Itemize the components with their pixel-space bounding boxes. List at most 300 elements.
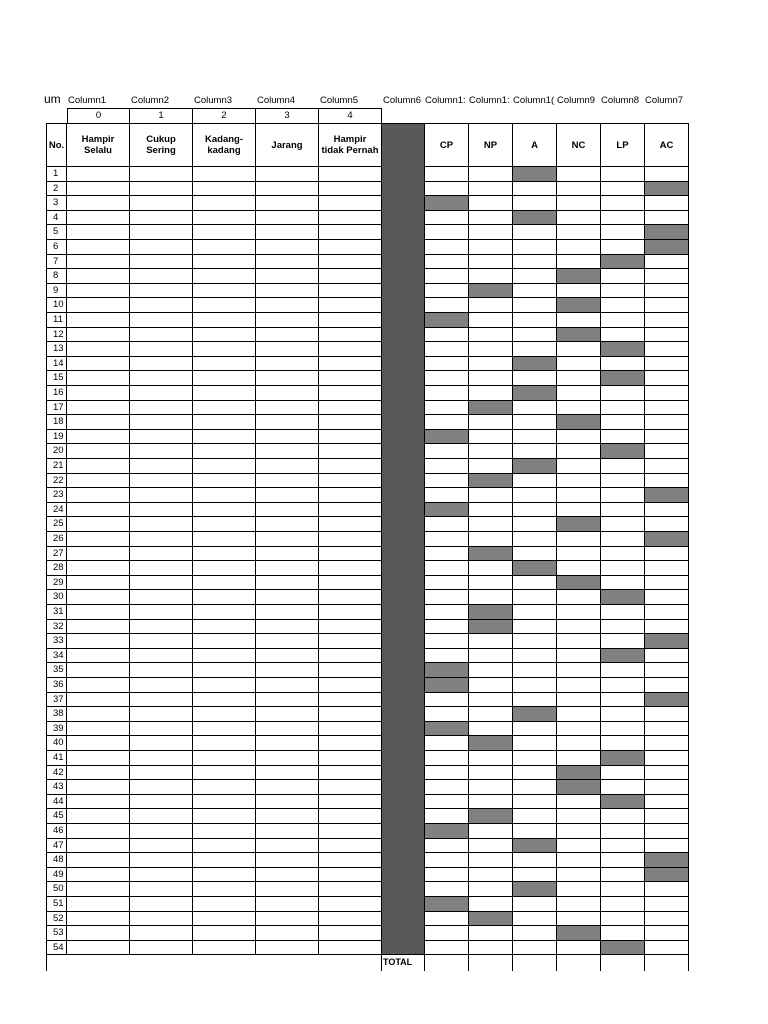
column-header-name[interactable]: Column6 bbox=[383, 95, 422, 106]
answer-cell[interactable] bbox=[256, 868, 319, 883]
category-cell[interactable] bbox=[645, 926, 689, 941]
shaded-category-cell[interactable] bbox=[557, 415, 601, 430]
category-cell[interactable] bbox=[557, 459, 601, 474]
answer-cell[interactable] bbox=[256, 182, 319, 197]
category-cell[interactable] bbox=[513, 693, 557, 708]
category-cell[interactable] bbox=[513, 576, 557, 591]
answer-cell[interactable] bbox=[130, 313, 193, 328]
category-cell[interactable] bbox=[513, 678, 557, 693]
answer-cell[interactable] bbox=[67, 269, 130, 284]
answer-cell[interactable] bbox=[319, 882, 382, 897]
category-cell[interactable] bbox=[601, 357, 645, 372]
answer-cell[interactable] bbox=[130, 532, 193, 547]
answer-cell[interactable] bbox=[256, 795, 319, 810]
answer-cell[interactable] bbox=[193, 532, 256, 547]
category-cell[interactable] bbox=[513, 225, 557, 240]
answer-cell[interactable] bbox=[193, 780, 256, 795]
category-cell[interactable] bbox=[557, 357, 601, 372]
answer-cell[interactable] bbox=[67, 415, 130, 430]
answer-cell[interactable] bbox=[256, 444, 319, 459]
shaded-category-cell[interactable] bbox=[645, 634, 689, 649]
category-cell[interactable] bbox=[513, 503, 557, 518]
answer-cell[interactable] bbox=[67, 795, 130, 810]
category-cell[interactable] bbox=[645, 809, 689, 824]
answer-cell[interactable] bbox=[256, 386, 319, 401]
category-cell[interactable] bbox=[557, 488, 601, 503]
answer-cell[interactable] bbox=[319, 225, 382, 240]
category-cell[interactable] bbox=[557, 371, 601, 386]
answer-cell[interactable] bbox=[193, 342, 256, 357]
answer-cell[interactable] bbox=[193, 868, 256, 883]
shaded-category-cell[interactable] bbox=[469, 401, 513, 416]
answer-cell[interactable] bbox=[256, 912, 319, 927]
answer-cell[interactable] bbox=[130, 517, 193, 532]
category-cell[interactable] bbox=[469, 182, 513, 197]
shaded-category-cell[interactable] bbox=[601, 371, 645, 386]
category-cell[interactable] bbox=[557, 678, 601, 693]
category-cell[interactable] bbox=[601, 824, 645, 839]
answer-cell[interactable] bbox=[193, 240, 256, 255]
category-cell[interactable] bbox=[601, 225, 645, 240]
answer-cell[interactable] bbox=[130, 795, 193, 810]
answer-cell[interactable] bbox=[67, 678, 130, 693]
answer-cell[interactable] bbox=[319, 824, 382, 839]
answer-cell[interactable] bbox=[256, 853, 319, 868]
shaded-category-cell[interactable] bbox=[557, 766, 601, 781]
answer-cell[interactable] bbox=[130, 182, 193, 197]
answer-cell[interactable] bbox=[256, 561, 319, 576]
category-cell[interactable] bbox=[469, 371, 513, 386]
answer-cell[interactable] bbox=[256, 255, 319, 270]
answer-cell[interactable] bbox=[256, 532, 319, 547]
answer-cell[interactable] bbox=[130, 912, 193, 927]
category-cell[interactable] bbox=[425, 547, 469, 562]
category-cell[interactable] bbox=[469, 707, 513, 722]
category-cell[interactable] bbox=[425, 839, 469, 854]
category-cell[interactable] bbox=[557, 634, 601, 649]
answer-cell[interactable] bbox=[319, 240, 382, 255]
category-cell[interactable] bbox=[469, 532, 513, 547]
answer-cell[interactable] bbox=[67, 663, 130, 678]
answer-cell[interactable] bbox=[256, 474, 319, 489]
category-cell[interactable] bbox=[645, 415, 689, 430]
category-cell[interactable] bbox=[513, 736, 557, 751]
answer-cell[interactable] bbox=[319, 620, 382, 635]
answer-cell[interactable] bbox=[193, 590, 256, 605]
category-cell[interactable] bbox=[469, 751, 513, 766]
answer-cell[interactable] bbox=[67, 809, 130, 824]
answer-cell[interactable] bbox=[256, 298, 319, 313]
answer-cell[interactable] bbox=[319, 839, 382, 854]
category-cell[interactable] bbox=[469, 766, 513, 781]
category-cell[interactable] bbox=[557, 342, 601, 357]
answer-cell[interactable] bbox=[193, 634, 256, 649]
column-header-name[interactable]: Column7 bbox=[645, 95, 684, 106]
answer-cell[interactable] bbox=[256, 357, 319, 372]
answer-cell[interactable] bbox=[319, 532, 382, 547]
category-cell[interactable] bbox=[469, 926, 513, 941]
answer-cell[interactable] bbox=[256, 707, 319, 722]
category-cell[interactable] bbox=[513, 547, 557, 562]
answer-cell[interactable] bbox=[193, 415, 256, 430]
category-cell[interactable] bbox=[557, 839, 601, 854]
answer-cell[interactable] bbox=[193, 182, 256, 197]
answer-cell[interactable] bbox=[193, 853, 256, 868]
answer-cell[interactable] bbox=[130, 576, 193, 591]
category-cell[interactable] bbox=[513, 766, 557, 781]
shaded-category-cell[interactable] bbox=[645, 182, 689, 197]
answer-cell[interactable] bbox=[130, 328, 193, 343]
category-cell[interactable] bbox=[513, 809, 557, 824]
answer-cell[interactable] bbox=[67, 284, 130, 299]
answer-cell[interactable] bbox=[130, 751, 193, 766]
category-cell[interactable] bbox=[425, 517, 469, 532]
answer-cell[interactable] bbox=[130, 284, 193, 299]
category-cell[interactable] bbox=[601, 882, 645, 897]
category-cell[interactable] bbox=[469, 693, 513, 708]
category-cell[interactable] bbox=[513, 634, 557, 649]
category-cell[interactable] bbox=[645, 503, 689, 518]
category-cell[interactable] bbox=[513, 182, 557, 197]
category-cell[interactable] bbox=[557, 255, 601, 270]
category-cell[interactable] bbox=[425, 751, 469, 766]
category-cell[interactable] bbox=[513, 780, 557, 795]
category-cell[interactable] bbox=[557, 225, 601, 240]
category-cell[interactable] bbox=[557, 561, 601, 576]
answer-cell[interactable] bbox=[193, 707, 256, 722]
answer-cell[interactable] bbox=[130, 722, 193, 737]
category-cell[interactable] bbox=[601, 693, 645, 708]
answer-cell[interactable] bbox=[319, 401, 382, 416]
category-cell[interactable] bbox=[425, 357, 469, 372]
category-cell[interactable] bbox=[513, 328, 557, 343]
answer-cell[interactable] bbox=[319, 255, 382, 270]
answer-cell[interactable] bbox=[67, 313, 130, 328]
answer-cell[interactable] bbox=[256, 649, 319, 664]
category-cell[interactable] bbox=[601, 547, 645, 562]
answer-cell[interactable] bbox=[319, 853, 382, 868]
category-cell[interactable] bbox=[469, 269, 513, 284]
answer-cell[interactable] bbox=[319, 167, 382, 182]
answer-cell[interactable] bbox=[67, 766, 130, 781]
answer-cell[interactable] bbox=[256, 693, 319, 708]
category-cell[interactable] bbox=[557, 722, 601, 737]
category-cell[interactable] bbox=[645, 284, 689, 299]
category-cell[interactable] bbox=[469, 488, 513, 503]
category-cell[interactable] bbox=[469, 240, 513, 255]
column-header-name[interactable]: Column8 bbox=[601, 95, 640, 106]
answer-cell[interactable] bbox=[67, 824, 130, 839]
shaded-category-cell[interactable] bbox=[601, 795, 645, 810]
category-cell[interactable] bbox=[513, 430, 557, 445]
category-cell[interactable] bbox=[645, 576, 689, 591]
answer-cell[interactable] bbox=[67, 255, 130, 270]
answer-cell[interactable] bbox=[67, 532, 130, 547]
category-cell[interactable] bbox=[513, 605, 557, 620]
answer-cell[interactable] bbox=[130, 255, 193, 270]
answer-cell[interactable] bbox=[130, 430, 193, 445]
category-cell[interactable] bbox=[469, 590, 513, 605]
answer-cell[interactable] bbox=[130, 503, 193, 518]
answer-cell[interactable] bbox=[319, 868, 382, 883]
category-cell[interactable] bbox=[425, 620, 469, 635]
answer-cell[interactable] bbox=[193, 941, 256, 956]
answer-cell[interactable] bbox=[256, 167, 319, 182]
category-cell[interactable] bbox=[425, 853, 469, 868]
answer-cell[interactable] bbox=[67, 941, 130, 956]
category-cell[interactable] bbox=[425, 401, 469, 416]
answer-cell[interactable] bbox=[256, 605, 319, 620]
answer-cell[interactable] bbox=[130, 298, 193, 313]
category-cell[interactable] bbox=[513, 722, 557, 737]
answer-cell[interactable] bbox=[130, 196, 193, 211]
answer-cell[interactable] bbox=[130, 897, 193, 912]
category-cell[interactable] bbox=[469, 255, 513, 270]
category-cell[interactable] bbox=[425, 634, 469, 649]
category-cell[interactable] bbox=[645, 255, 689, 270]
answer-cell[interactable] bbox=[130, 371, 193, 386]
category-cell[interactable] bbox=[557, 693, 601, 708]
answer-cell[interactable] bbox=[193, 167, 256, 182]
category-cell[interactable] bbox=[425, 211, 469, 226]
answer-cell[interactable] bbox=[67, 488, 130, 503]
shaded-category-cell[interactable] bbox=[645, 532, 689, 547]
shaded-category-cell[interactable] bbox=[425, 897, 469, 912]
shaded-category-cell[interactable] bbox=[513, 839, 557, 854]
answer-cell[interactable] bbox=[319, 707, 382, 722]
shaded-category-cell[interactable] bbox=[601, 649, 645, 664]
category-cell[interactable] bbox=[469, 342, 513, 357]
answer-cell[interactable] bbox=[67, 342, 130, 357]
answer-cell[interactable] bbox=[130, 211, 193, 226]
answer-cell[interactable] bbox=[193, 620, 256, 635]
shaded-category-cell[interactable] bbox=[601, 342, 645, 357]
category-cell[interactable] bbox=[469, 313, 513, 328]
category-cell[interactable] bbox=[645, 795, 689, 810]
shaded-category-cell[interactable] bbox=[425, 663, 469, 678]
answer-cell[interactable] bbox=[67, 780, 130, 795]
category-cell[interactable] bbox=[513, 444, 557, 459]
category-cell[interactable] bbox=[601, 868, 645, 883]
category-cell[interactable] bbox=[601, 853, 645, 868]
answer-cell[interactable] bbox=[319, 182, 382, 197]
category-cell[interactable] bbox=[601, 240, 645, 255]
category-cell[interactable] bbox=[425, 386, 469, 401]
answer-cell[interactable] bbox=[130, 926, 193, 941]
category-cell[interactable] bbox=[513, 532, 557, 547]
category-cell[interactable] bbox=[469, 576, 513, 591]
column-header-name[interactable]: Column5 bbox=[320, 95, 359, 106]
category-cell[interactable] bbox=[513, 795, 557, 810]
category-cell[interactable] bbox=[601, 182, 645, 197]
category-cell[interactable] bbox=[469, 503, 513, 518]
answer-cell[interactable] bbox=[256, 488, 319, 503]
answer-cell[interactable] bbox=[193, 766, 256, 781]
answer-cell[interactable] bbox=[319, 269, 382, 284]
category-cell[interactable] bbox=[425, 328, 469, 343]
answer-cell[interactable] bbox=[319, 561, 382, 576]
answer-cell[interactable] bbox=[256, 663, 319, 678]
category-cell[interactable] bbox=[601, 678, 645, 693]
category-cell[interactable] bbox=[469, 853, 513, 868]
answer-cell[interactable] bbox=[193, 809, 256, 824]
category-cell[interactable] bbox=[425, 182, 469, 197]
category-cell[interactable] bbox=[469, 634, 513, 649]
category-cell[interactable] bbox=[425, 459, 469, 474]
category-cell[interactable] bbox=[425, 868, 469, 883]
category-cell[interactable] bbox=[513, 269, 557, 284]
shaded-category-cell[interactable] bbox=[601, 590, 645, 605]
answer-cell[interactable] bbox=[130, 240, 193, 255]
category-cell[interactable] bbox=[469, 328, 513, 343]
answer-cell[interactable] bbox=[67, 912, 130, 927]
category-cell[interactable] bbox=[513, 240, 557, 255]
category-cell[interactable] bbox=[601, 211, 645, 226]
category-cell[interactable] bbox=[425, 809, 469, 824]
shaded-category-cell[interactable] bbox=[469, 547, 513, 562]
answer-cell[interactable] bbox=[319, 298, 382, 313]
answer-cell[interactable] bbox=[67, 517, 130, 532]
answer-cell[interactable] bbox=[130, 649, 193, 664]
shaded-category-cell[interactable] bbox=[645, 868, 689, 883]
answer-cell[interactable] bbox=[256, 620, 319, 635]
category-cell[interactable] bbox=[557, 824, 601, 839]
category-cell[interactable] bbox=[513, 824, 557, 839]
answer-cell[interactable] bbox=[256, 371, 319, 386]
answer-cell[interactable] bbox=[256, 766, 319, 781]
shaded-category-cell[interactable] bbox=[469, 605, 513, 620]
category-cell[interactable] bbox=[601, 503, 645, 518]
answer-cell[interactable] bbox=[67, 561, 130, 576]
category-cell[interactable] bbox=[469, 941, 513, 956]
answer-cell[interactable] bbox=[319, 459, 382, 474]
category-cell[interactable] bbox=[513, 415, 557, 430]
category-cell[interactable] bbox=[469, 167, 513, 182]
category-cell[interactable] bbox=[645, 766, 689, 781]
shaded-category-cell[interactable] bbox=[601, 255, 645, 270]
shaded-category-cell[interactable] bbox=[557, 576, 601, 591]
answer-cell[interactable] bbox=[130, 225, 193, 240]
answer-cell[interactable] bbox=[130, 853, 193, 868]
answer-cell[interactable] bbox=[193, 459, 256, 474]
category-cell[interactable] bbox=[601, 269, 645, 284]
column-header-name[interactable]: Column1( bbox=[513, 95, 555, 106]
shaded-category-cell[interactable] bbox=[425, 430, 469, 445]
answer-cell[interactable] bbox=[130, 809, 193, 824]
category-cell[interactable] bbox=[557, 649, 601, 664]
shaded-category-cell[interactable] bbox=[513, 459, 557, 474]
category-cell[interactable] bbox=[469, 561, 513, 576]
category-cell[interactable] bbox=[601, 328, 645, 343]
answer-cell[interactable] bbox=[67, 547, 130, 562]
answer-cell[interactable] bbox=[193, 269, 256, 284]
shaded-category-cell[interactable] bbox=[557, 269, 601, 284]
category-cell[interactable] bbox=[469, 882, 513, 897]
answer-cell[interactable] bbox=[256, 839, 319, 854]
shaded-category-cell[interactable] bbox=[469, 809, 513, 824]
answer-cell[interactable] bbox=[67, 225, 130, 240]
answer-cell[interactable] bbox=[130, 459, 193, 474]
answer-cell[interactable] bbox=[67, 736, 130, 751]
answer-cell[interactable] bbox=[319, 547, 382, 562]
answer-cell[interactable] bbox=[319, 693, 382, 708]
category-cell[interactable] bbox=[645, 459, 689, 474]
answer-cell[interactable] bbox=[67, 853, 130, 868]
answer-cell[interactable] bbox=[193, 371, 256, 386]
answer-cell[interactable] bbox=[193, 488, 256, 503]
answer-cell[interactable] bbox=[67, 211, 130, 226]
category-cell[interactable] bbox=[557, 751, 601, 766]
answer-cell[interactable] bbox=[193, 357, 256, 372]
answer-cell[interactable] bbox=[193, 328, 256, 343]
shaded-category-cell[interactable] bbox=[469, 474, 513, 489]
category-cell[interactable] bbox=[425, 561, 469, 576]
category-cell[interactable] bbox=[425, 444, 469, 459]
category-cell[interactable] bbox=[425, 795, 469, 810]
category-cell[interactable] bbox=[601, 766, 645, 781]
category-cell[interactable] bbox=[513, 517, 557, 532]
shaded-category-cell[interactable] bbox=[513, 386, 557, 401]
answer-cell[interactable] bbox=[319, 444, 382, 459]
category-cell[interactable] bbox=[425, 255, 469, 270]
answer-cell[interactable] bbox=[67, 240, 130, 255]
answer-cell[interactable] bbox=[67, 298, 130, 313]
answer-cell[interactable] bbox=[256, 342, 319, 357]
category-cell[interactable] bbox=[425, 225, 469, 240]
answer-cell[interactable] bbox=[256, 678, 319, 693]
category-cell[interactable] bbox=[425, 941, 469, 956]
answer-cell[interactable] bbox=[256, 430, 319, 445]
category-cell[interactable] bbox=[645, 517, 689, 532]
category-cell[interactable] bbox=[425, 926, 469, 941]
category-cell[interactable] bbox=[425, 415, 469, 430]
answer-cell[interactable] bbox=[256, 941, 319, 956]
category-cell[interactable] bbox=[645, 547, 689, 562]
shaded-category-cell[interactable] bbox=[469, 912, 513, 927]
category-cell[interactable] bbox=[645, 897, 689, 912]
answer-cell[interactable] bbox=[193, 503, 256, 518]
answer-cell[interactable] bbox=[256, 590, 319, 605]
shaded-category-cell[interactable] bbox=[557, 926, 601, 941]
total-cell[interactable] bbox=[557, 955, 601, 971]
answer-cell[interactable] bbox=[67, 707, 130, 722]
category-cell[interactable] bbox=[601, 897, 645, 912]
category-cell[interactable] bbox=[645, 736, 689, 751]
answer-cell[interactable] bbox=[193, 912, 256, 927]
category-cell[interactable] bbox=[557, 196, 601, 211]
category-cell[interactable] bbox=[425, 780, 469, 795]
answer-cell[interactable] bbox=[256, 882, 319, 897]
category-cell[interactable] bbox=[601, 663, 645, 678]
category-cell[interactable] bbox=[557, 897, 601, 912]
answer-cell[interactable] bbox=[130, 824, 193, 839]
answer-cell[interactable] bbox=[130, 634, 193, 649]
category-cell[interactable] bbox=[557, 430, 601, 445]
category-cell[interactable] bbox=[601, 488, 645, 503]
category-cell[interactable] bbox=[645, 620, 689, 635]
answer-cell[interactable] bbox=[193, 284, 256, 299]
answer-cell[interactable] bbox=[130, 590, 193, 605]
answer-cell[interactable] bbox=[256, 503, 319, 518]
category-cell[interactable] bbox=[557, 182, 601, 197]
answer-cell[interactable] bbox=[193, 561, 256, 576]
answer-cell[interactable] bbox=[67, 649, 130, 664]
category-cell[interactable] bbox=[469, 459, 513, 474]
shaded-category-cell[interactable] bbox=[645, 488, 689, 503]
category-cell[interactable] bbox=[513, 488, 557, 503]
category-cell[interactable] bbox=[425, 532, 469, 547]
answer-cell[interactable] bbox=[256, 459, 319, 474]
